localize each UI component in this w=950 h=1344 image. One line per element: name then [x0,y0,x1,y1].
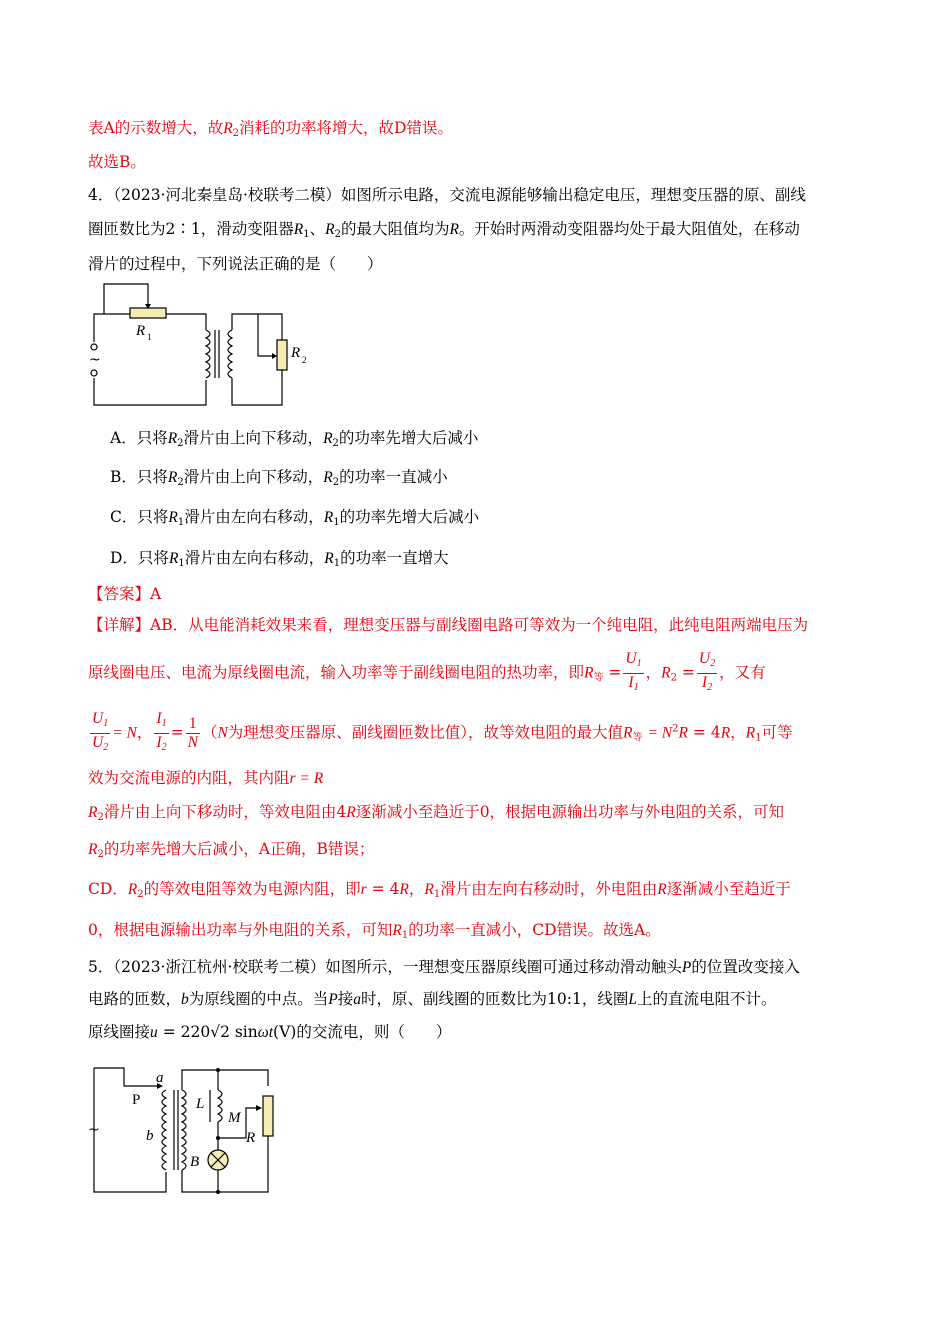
q4-explain-line7: CD．$R_2$的等效电阻等效为电源内阻，即r = 4R，$R_1$滑片由左向右移动时，外电阻由R逐渐减小至趋近于 [88,880,791,900]
q5-l2-d: 时，原、副线圈的匝数比为10:1，线圈 [361,990,629,1008]
explain-3a: （ [201,723,218,742]
explain-4: 效为交流电源的内阻，其内阻 [88,769,290,787]
q4-explain-line5: $R_2$滑片由上向下移动时，等效电阻由4R逐渐减小至趋近于0，根据电源输出功率与外电阻的关系，可知 [88,803,785,823]
explain-2b: ，又有 [719,663,766,682]
q4-fig-r2-label: R [291,345,301,361]
q4-circuit-diagram [86,280,316,410]
q4-option-b[interactable]: B．只将$R_2$滑片由上向下移动，$R_2$的功率一直减小 [110,468,448,488]
opt-c-2: 滑片由左向右移动， [184,508,324,526]
opt-d-3: 的功率一直增大 [340,549,449,567]
opt-d-1: D．只将 [110,549,169,567]
q5-l2-a: 电路的匝数， [88,990,182,1008]
q3-text-b: 消耗的功率将增大，故D错误。 [239,119,453,137]
opt-a-2: 滑片由上向下移动， [183,429,324,447]
q5-l1-b: 的位置改变接入 [691,958,800,976]
q4-explain-line6: $R_2$的功率先增大后减小，A正确，B错误； [88,840,375,860]
opt-a-1: A．只将 [110,429,168,447]
opt-b-1: B．只将 [110,468,168,486]
opt-b-3: 的功率一直减小 [339,468,448,486]
explain-tag: 【详解】 [88,616,151,634]
q5-source-tilde: ~ [88,1122,100,1138]
q5-l2-e: 上的直流电阻不计。 [636,990,777,1008]
q5-circuit-diagram [86,1060,286,1200]
explain-5a: 滑片由上向下移动时，等效电阻由4 [103,803,347,821]
explain-7c: 滑片由左向右移动时，外电阻由 [440,880,658,898]
explain-7d: 逐渐减小至趋近于 [666,880,791,898]
q5-l2-c: 接 [337,990,354,1008]
q4-option-d[interactable]: D．只将$R_1$滑片由左向右移动，$R_1$的功率一直增大 [110,549,449,569]
q5-l3-a: 原线圈接 [88,1023,151,1041]
explain-7b: 的等效电阻等效为电源内阻，即 [143,880,361,898]
q4-l2-d: 。开始时两滑动变阻器均处于最大阻值处，在移动 [458,220,800,238]
q5-fig-a: a [156,1070,164,1086]
q5-fig-l: L [196,1096,205,1112]
q4-fig-r1-label: R [136,323,146,339]
q4-l2-b: 、 [309,220,326,238]
explain-3c: 可等 [761,723,793,742]
q4-explain-line1 [88,615,808,635]
q5-l3-b: 的交流电，则（ ） [296,1023,452,1041]
explain-8b: 的功率一直减小，CD错误。故选A。 [408,921,661,939]
explain-3b: 为理想变压器原、副线圈匝数比值），故等效电阻的最大值 [227,723,624,742]
q5-fig-bulb-label: B [190,1154,200,1170]
q5-resistor [263,1096,273,1136]
q4-option-c[interactable]: C．只将$R_1$滑片由左向右移动，$R_1$的功率先增大后减小 [110,508,480,528]
q5-fig-m: M [228,1110,241,1126]
q3-line1: 表A的示数增大，故$R_2$消耗的功率将增大，故D错误。 [88,119,453,139]
q5-stem-line2: 电路的匝数，b为原线圈的中点。当P接a时，原、副线圈的匝数比为10:1，线圈L上的直流电阻不计。 [88,990,777,1008]
opt-b-2: 滑片由上向下移动， [183,468,324,486]
r1-resistor [130,308,166,318]
q4-source-tilde: ~ [89,352,101,368]
q4-stem-line2: 圈匝数比为2∶1，滑动变阻器$R_1$、$R_2$的最大阻值均为R。开始时两滑动变阻器均处于最大阻值处，在移动 [88,220,800,240]
opt-c-3: 的功率先增大后减小 [339,508,480,526]
q5-fig-r: R [246,1130,256,1146]
q4-explain-line8: 0，根据电源输出功率与外电阻的关系，可知$R_1$的功率一直减小，CD错误。故选A。 [88,921,661,941]
opt-a-3: 的功率先增大后减小 [338,429,479,447]
q4-stem-line3: 滑片的过程中，下列说法正确的是（ ） [88,255,383,273]
explain-7a: CD． [88,880,128,898]
opt-d-2: 滑片由左向右移动， [184,549,325,567]
q4-stem-line1: 4．（2023·河北秦皇岛·校联考二模）如图所示电路，交流电源能够输出稳定电压，理想变压器的原、副线 [88,186,806,204]
q4-l2-a: 圈匝数比为2∶1，滑动变阻器 [88,220,294,238]
r2-resistor [277,340,287,370]
q5-fig-b: b [146,1128,154,1144]
q3-text-a: 表A的示数增大，故 [88,119,224,137]
explain-8a: 0，根据电源输出功率与外电阻的关系，可知 [88,921,393,939]
explain-2a: 原线圈电压、电流为原线圈电流，输入功率等于副线圈电阻的热功率，即 [88,663,585,682]
q4-explain-line4: 效为交流电源的内阻，其内阻r = R [88,769,324,787]
explain-6: 的功率先增大后减小，A正确，B错误； [103,840,375,858]
q4-fig-r1-sub: 1 [147,332,152,342]
explain-1: AB．从电能消耗效果来看，理想变压器与副线圈电路可等效为一个纯电阻，此纯电阻两端电压为 [150,616,809,634]
q4-l2-c: 的最大阻值均为 [340,220,450,238]
q3-conclusion: 故选B。 [88,153,146,171]
q4-explain-line2: 原线圈电压、电流为原线圈电流，输入功率等于副线圈电阻的热功率，即$R_等$ = $\frac{U_1}{I_1}$ ，$R_2$ = $\frac{U_2}{I_2}$ ，又有 [88,650,766,693]
q5-fig-p: P [132,1092,141,1108]
q5-l1-a: 5．（2023·浙江杭州·校联考二模）如图所示，一理想变压器原线圈可通过移动滑动触头 [88,958,682,976]
q4-fig-r2-sub: 2 [302,355,307,365]
q5-stem-line3: 原线圈接u = 220√2 sinωt(V)的交流电，则（ ） [88,1023,452,1041]
q4-option-a[interactable]: A．只将$R_2$滑片由上向下移动，$R_2$的功率先增大后减小 [110,429,479,449]
opt-c-1: C．只将 [110,508,169,526]
q4-answer: 【答案】A [88,585,162,603]
q5-stem-line1: 5．（2023·浙江杭州·校联考二模）如图所示，一理想变压器原线圈可通过移动滑动触头P的位置改变接入 [88,958,800,976]
q5-l2-b: 为原线圈的中点。当 [188,990,329,1008]
q4-explain-line3: $\frac{U_1}{U_2}$ = N， $\frac{I_1}{I_2}$ = $\frac{1}{N}$ （N为理想变压器原、副线圈匝数比值），故等效电阻的最大值$R_等 = N^2R = 4R$，$R_1$可等 [92,710,793,753]
explain-5b: 逐渐减小至趋近于0，根据电源输出功率与外电阻的关系，可知 [355,803,785,821]
